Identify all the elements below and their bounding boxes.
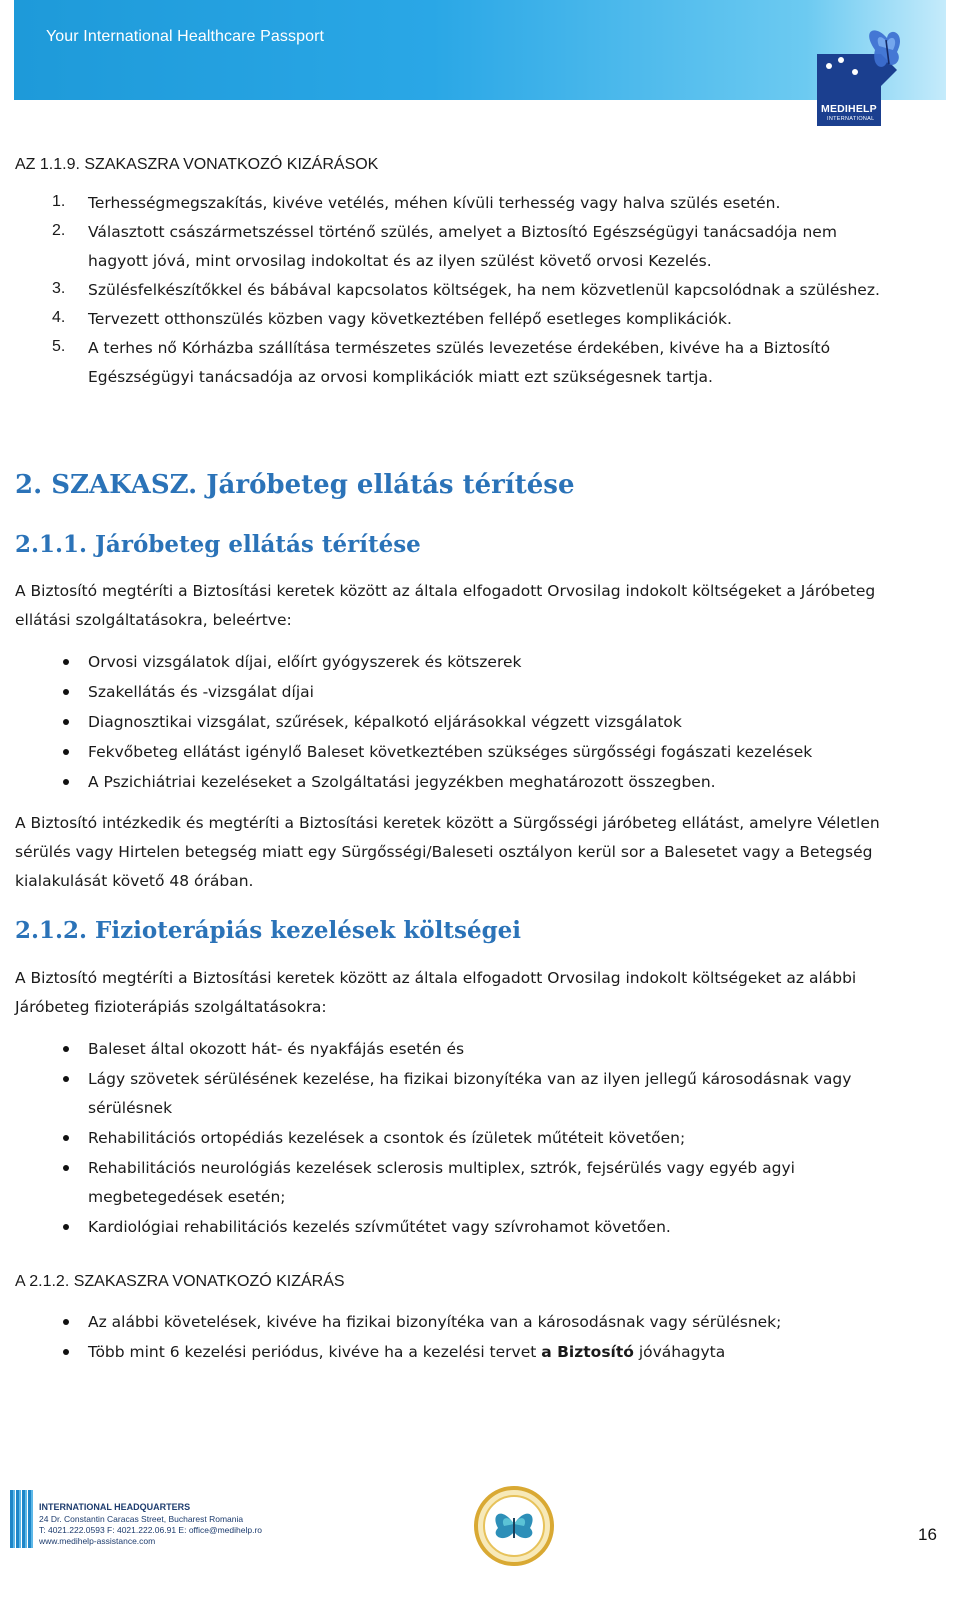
bullet-dot [63,1046,69,1052]
list-item: A terhes nő Kórházba szállítása természetes szülés levezetése érdekében, kivéve ha a Biztosító [88,339,831,357]
exclusion-caption: A 2.1.2. SZAKASZRA VONATKOZÓ KIZÁRÁS [15,1273,345,1290]
page-number: 16 [918,1525,937,1544]
bullet-dot [63,1224,69,1230]
paragraph-line: Járóbeteg fizioterápiás szolgáltatásokra: [15,998,327,1016]
subsection-title: 2.1.2. Fizioterápiás kezelések költségei [15,917,522,944]
bullet-dot [63,689,69,695]
list-number: 5. [52,338,66,355]
footer-butterfly-seal [468,1484,560,1568]
list-item: Választott császármetszéssel történő szülés, amelyet a Biztosító Egészségügyi tanácsadója nem [88,223,837,241]
bullet-item [88,1342,725,1362]
bullet-item: Baleset által okozott hát- és nyakfájás esetén és [88,1040,465,1058]
bullet-item: Orvosi vizsgálatok díjai, előírt gyógyszerek és kötszerek [88,653,522,671]
footer-contact: T: 4021.222.0593 F: 4021.222.06.91 E: office@medihelp.ro [39,1525,263,1535]
footer-hq: INTERNATIONAL HEADQUARTERS [39,1502,191,1512]
paragraph-line: A Biztosító megtéríti a Biztosítási keretek között az általa elfogadott Orvosilag indokolt költségeket az alábbi [15,969,857,987]
seal-graphic [468,1484,560,1568]
footer-address: 24 Dr. Constantin Caracas Street, Bucharest Romania [39,1514,244,1524]
bullet-text: jóváhagyta [633,1343,726,1361]
paragraph-line: A Biztosító megtéríti a Biztosítási keretek között az általa elfogadott Orvosilag indokolt költségeket a Járóbeteg [15,582,876,600]
list-number: 4. [52,309,66,326]
bullet-text: Több mint 6 kezelési periódus, kivéve ha a kezelési tervet [88,1343,542,1361]
bullet-item: Rehabilitációs neurológiás kezelések sclerosis multiplex, sztrók, fejsérülés vagy egyéb agyi [88,1159,795,1177]
bullet-dot [63,659,69,665]
paragraph-line: sérülés vagy Hirtelen betegség miatt egy Sürgősségi/Baleseti osztályon kerül sor a Balesetet vagy a Betegség [15,843,873,861]
bullet-item: A Pszichiátriai kezeléseket a Szolgáltatási jegyzékben meghatározott összegben. [88,773,716,791]
bullet-item-continued: megbetegedések esetén; [88,1188,286,1206]
bullet-dot [63,1319,69,1325]
footer-web: www.medihelp-assistance.com [39,1536,156,1546]
list-item: Terhességmegszakítás, kivéve vetélés, méhen kívüli terhesség vagy halva szülés esetén. [88,194,781,212]
list-number: 1. [52,193,66,210]
bullet-item: Rehabilitációs ortopédiás kezelések a csontok és ízületek műtéteit követően; [88,1129,686,1147]
paragraph-line: kialakulását követő 48 órában. [15,872,254,890]
footer-stripe-logo [10,1490,34,1548]
bullet-item: Fekvőbeteg ellátást igénylő Baleset következtében szükséges sürgősségi fogászati kezelések [88,743,813,761]
list-item-continued: Egészségügyi tanácsadója az orvosi komplikációk miatt ezt szükségesnek tartja. [88,368,713,386]
section-title: 2. SZAKASZ. Járóbeteg ellátás térítése [15,470,575,500]
logo-subtitle: INTERNATIONAL [827,116,875,122]
subsection-title: 2.1.1. Járóbeteg ellátás térítése [15,531,421,558]
logo-name: MEDIHELP [821,103,877,115]
bold-term: a Biztosító [541,1343,634,1361]
bullet-dot [63,779,69,785]
header-tagline: Your International Healthcare Passport [46,28,325,45]
paragraph-line: A Biztosító intézkedik és megtéríti a Biztosítási keretek között a Sürgősségi járóbeteg ellátást, amelyre Véletlen [15,814,880,832]
list-item-continued: hagyott jóvá, mint orvosilag indokoltat és az ilyen szülést követő orvosi Kezelés. [88,252,712,270]
bullet-dot [63,1349,69,1355]
bullet-dot [63,749,69,755]
bullet-dot [63,719,69,725]
bullet-item: Kardiológiai rehabilitációs kezelés szívműtétet vagy szívrohamot követően. [88,1218,671,1236]
medihelp-logo [817,26,909,126]
list-number: 2. [52,222,66,239]
bullet-item: Az alábbi követelések, kivéve ha fizikai bizonyítéka van a károsodásnak vagy sérülésnek; [88,1313,782,1331]
list-item: Tervezett otthonszülés közben vagy következtében fellépő esetleges komplikációk. [88,310,732,328]
list-item: Szülésfelkészítőkkel és bábával kapcsolatos költségek, ha nem közvetlenül kapcsolódnak a szüléshez. [88,281,880,299]
bullet-item-continued: sérülésnek [88,1099,173,1117]
list-number: 3. [52,280,66,297]
bullet-dot [63,1135,69,1141]
bullet-item: Diagnosztikai vizsgálat, szűrések, képalkotó eljárásokkal végzett vizsgálatok [88,713,682,731]
exclusions-caption: AZ 1.1.9. SZAKASZRA VONATKOZÓ KIZÁRÁSOK [15,156,379,173]
header-banner [14,0,946,100]
bullet-item: Lágy szövetek sérülésének kezelése, ha fizikai bizonyítéka van az ilyen jellegű károsodásnak vagy [88,1070,852,1088]
bullet-dot [63,1076,69,1082]
bullet-dot [63,1165,69,1171]
bullet-item: Szakellátás és -vizsgálat díjai [88,683,314,701]
paragraph-line: ellátási szolgáltatásokra, beleértve: [15,611,292,629]
